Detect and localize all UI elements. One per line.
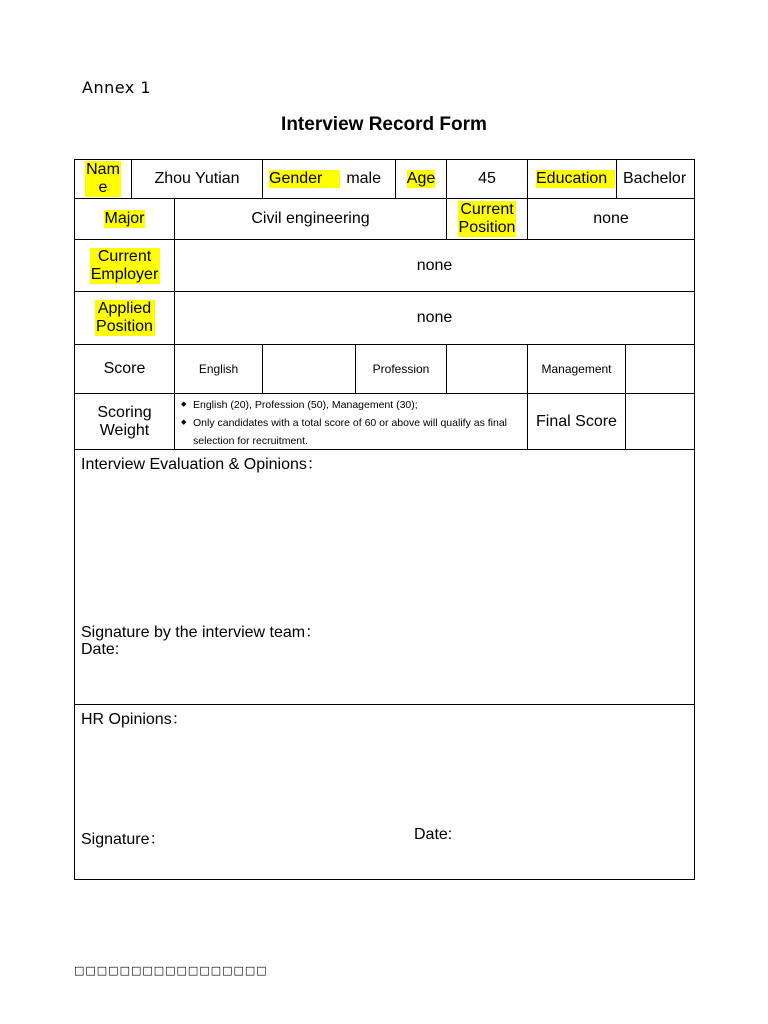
- name-label-cell: [75, 160, 131, 198]
- major-value: Civil engineering: [251, 210, 370, 227]
- form-title: Interview Record Form: [281, 114, 487, 135]
- hr-signature-label: Signature：: [81, 831, 166, 848]
- applied-position-value: none: [416, 309, 453, 326]
- profession-score-field[interactable]: [447, 345, 527, 393]
- name-value: Zhou Yutian: [154, 170, 240, 187]
- scoring-weight-text: Scoring Weight: [97, 403, 152, 439]
- current-employer-value: none: [416, 256, 453, 274]
- scoring-weight-rules: [177, 396, 525, 450]
- evaluation-heading: Interview Evaluation & Opinions：: [81, 456, 323, 473]
- weight-rule-1: ◆ English (20), Profession (50), Management (30);: [177, 396, 525, 414]
- current-employer-label: Current Employer: [90, 247, 159, 283]
- education-label: Education: [536, 170, 615, 188]
- final-score-label: Final Score: [536, 412, 617, 430]
- annex-label: Annex 1: [82, 78, 152, 97]
- profession-label: Profession: [372, 362, 430, 376]
- major-label: Major: [104, 210, 145, 227]
- age-label: Age: [406, 170, 436, 187]
- evaluation-date-label: Date:: [81, 641, 120, 658]
- interview-form: [74, 159, 695, 880]
- management-score-field[interactable]: [626, 345, 694, 393]
- gender-value: male: [346, 170, 381, 187]
- name-label: Nam e: [86, 161, 120, 196]
- management-label: Management: [541, 362, 612, 376]
- english-label: English: [198, 362, 239, 376]
- gender-label: Gender: [269, 170, 340, 188]
- current-position-value: none: [593, 210, 629, 227]
- applied-position-label-cell: [75, 292, 174, 344]
- current-employer-label-cell: [75, 240, 174, 291]
- score-label: Score: [103, 360, 146, 377]
- final-score-field[interactable]: [626, 394, 694, 449]
- age-label-cell: [396, 160, 446, 198]
- hr-date-label: Date:: [414, 826, 453, 843]
- age-value: 45: [478, 170, 496, 187]
- education-label-cell: [528, 160, 616, 198]
- current-position-label: Current Position: [458, 201, 516, 236]
- english-score-field[interactable]: [263, 345, 355, 393]
- evaluation-signature-label: Signature by the interview team：: [81, 624, 322, 641]
- scoring-weight-label: [75, 394, 174, 449]
- education-value: Bachelor: [623, 170, 687, 187]
- major-label-cell: [75, 199, 174, 239]
- applied-position-label: Applied Position: [96, 300, 153, 335]
- footer-note: □□□□□□□□□□□□□□□□□: [74, 964, 268, 977]
- hr-heading: HR Opinions：: [81, 711, 188, 728]
- weight-rule-2: ◆ Only candidates with a total score of 60 or above will qualify as final selection for recruitment.: [177, 414, 525, 450]
- current-position-label-cell: [447, 199, 527, 239]
